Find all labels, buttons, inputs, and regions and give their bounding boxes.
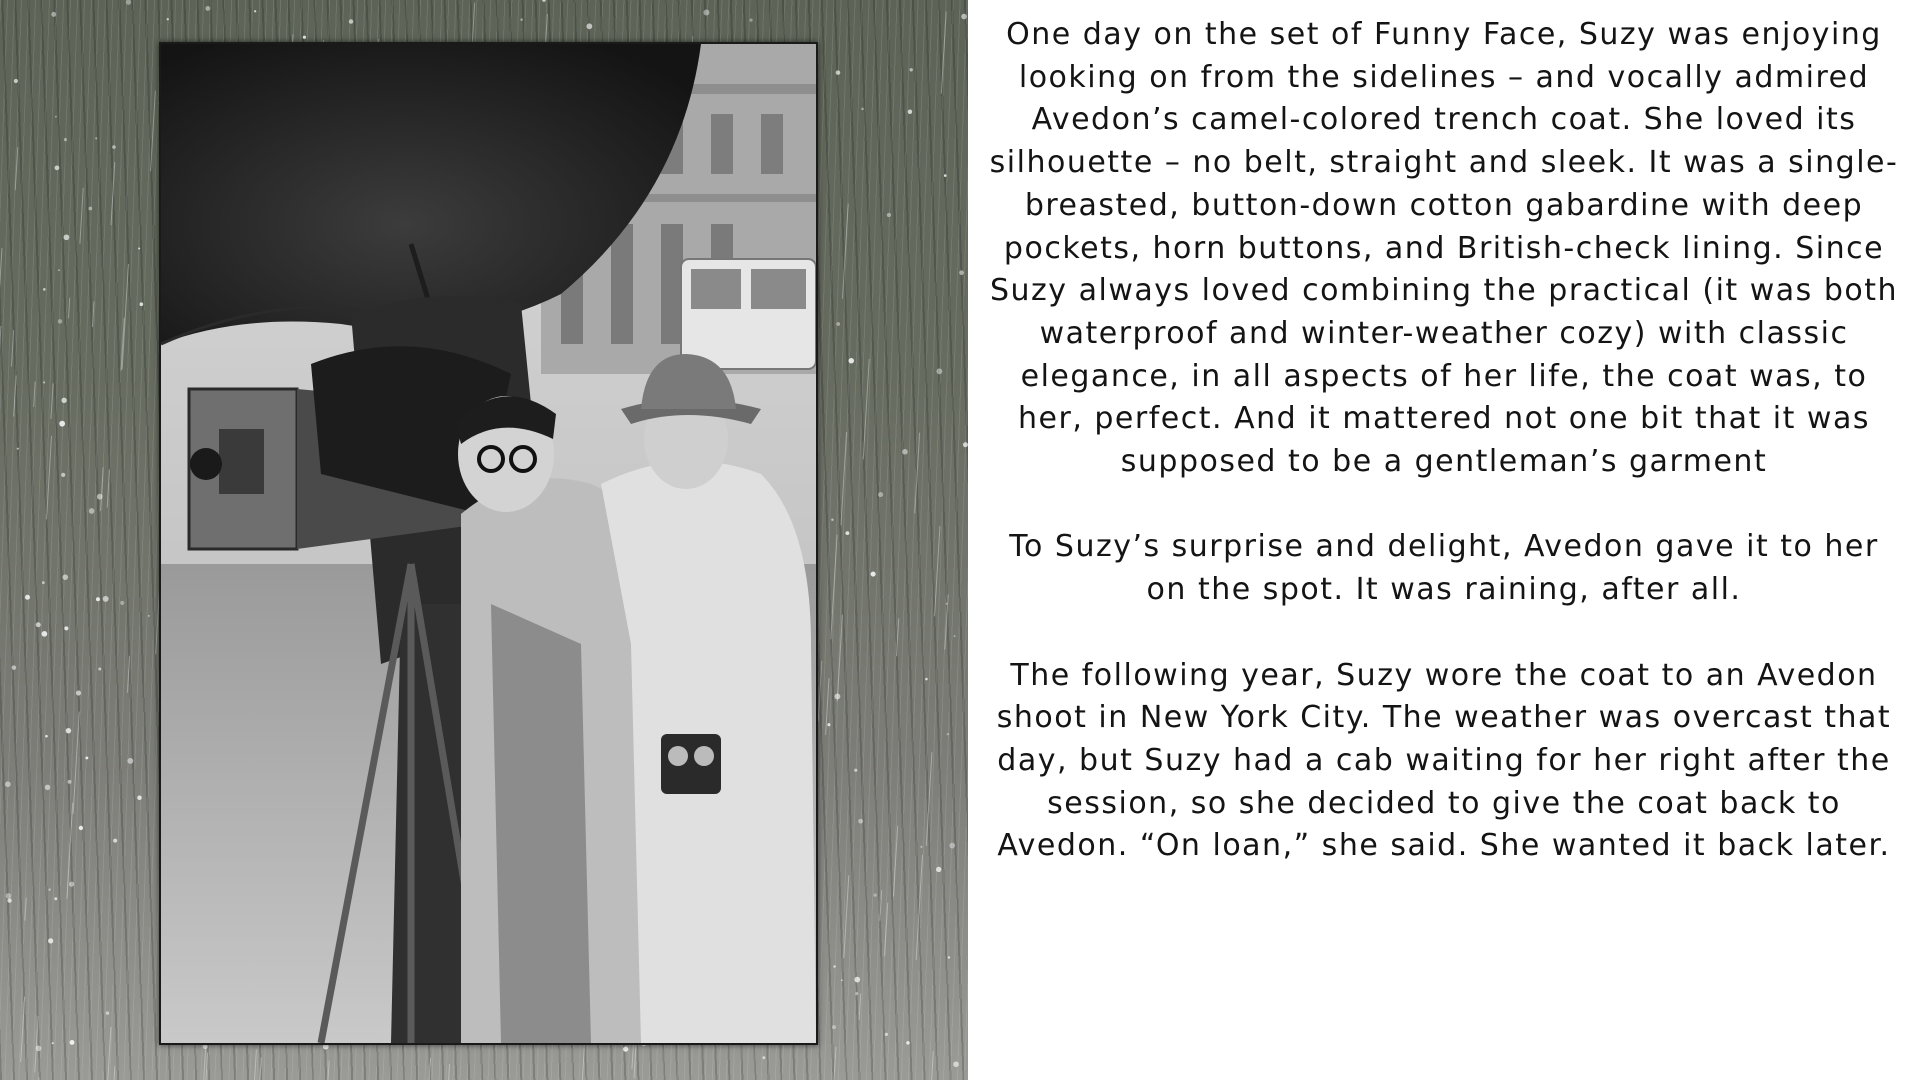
rain-drop (7, 898, 11, 902)
rain-streak (941, 11, 946, 93)
rain-drop (98, 667, 101, 670)
rain-drop (55, 165, 60, 170)
rain-streak (880, 890, 882, 921)
rain-streak (206, 1052, 208, 1080)
rain-streak (0, 248, 2, 307)
rain-drop (908, 110, 912, 114)
rain-streak (21, 997, 25, 1062)
photograph (159, 42, 818, 1045)
rain-streak (35, 1016, 38, 1073)
rain-streak (73, 712, 79, 814)
rain-drop (855, 992, 858, 995)
rain-drop (76, 691, 81, 696)
rain-streak (34, 382, 36, 407)
rain-streak (107, 1027, 111, 1080)
rain-streak (80, 188, 83, 244)
rain-drop (126, 0, 131, 5)
rain-drop (55, 116, 57, 118)
rain-streak (151, 91, 156, 172)
rain-streak (51, 383, 53, 419)
rain-drop (947, 733, 949, 735)
rain-drop (106, 1011, 110, 1015)
rain-drop (948, 956, 950, 958)
rain-streak (893, 826, 897, 897)
rain-streak (833, 1047, 836, 1080)
rain-drop (623, 1046, 628, 1051)
rain-drop (14, 79, 18, 83)
rain-drop (48, 888, 50, 890)
rain-drop (36, 622, 41, 627)
rain-drop (45, 785, 50, 790)
rain-drop (920, 846, 922, 848)
rain-drop (858, 819, 863, 824)
rain-streak (114, 1066, 115, 1080)
rain-streak (111, 162, 115, 225)
rain-streak (885, 903, 888, 956)
rain-drop (64, 234, 70, 240)
rain-streak (826, 678, 829, 735)
rain-streak (837, 615, 842, 702)
rain-streak (843, 204, 849, 299)
rain-streak (926, 752, 932, 846)
rain-drop (70, 1040, 75, 1045)
rain-streak (250, 1049, 256, 1080)
rain-streak (15, 147, 18, 190)
rain-drop (836, 322, 840, 326)
rain-drop (43, 381, 45, 383)
rain-drop (959, 270, 964, 275)
rain-drop (43, 288, 46, 291)
rain-drop (167, 18, 169, 20)
rain-drop (17, 448, 19, 450)
rain-drop (61, 473, 65, 477)
rain-drop (254, 10, 256, 12)
rain-drop (946, 603, 948, 605)
rain-streak (915, 433, 920, 514)
rain-streak (632, 1042, 634, 1069)
rain-drop (148, 615, 150, 617)
rain-drop (949, 843, 955, 849)
rain-drop (96, 597, 100, 601)
rain-streak (47, 436, 52, 520)
rain-drop (833, 965, 835, 967)
rain-streak (945, 594, 948, 649)
rain-drop (953, 1061, 959, 1067)
photograph-image (161, 44, 816, 1043)
rain-drop (848, 358, 853, 363)
rain-drop (95, 137, 97, 139)
rain-drop (12, 665, 17, 670)
rain-drop (64, 626, 68, 630)
story-paragraph-3: The following year, Suzy wore the coat to an Avedon shoot in New York City. The weather was overcast that day, but Suzy had a cab waiting for her right after the session, so she decided to give the coat back to Avedon. “On loan,” she said. She wanted it back later. (996, 657, 1892, 864)
rain-drop (62, 574, 68, 580)
rain-drop (58, 319, 63, 324)
rain-streak (634, 1041, 636, 1079)
rain-streak (935, 526, 940, 616)
rain-streak (831, 535, 837, 640)
rain-drop (834, 693, 840, 699)
rain-drop (69, 882, 74, 887)
rain-drop (61, 398, 66, 403)
rain-streak (859, 993, 861, 1019)
rain-drop (48, 938, 53, 943)
rain-drop (42, 581, 45, 584)
rain-streak (841, 432, 847, 525)
rain-drop (68, 780, 72, 784)
rain-drop (25, 595, 30, 600)
rain-drop (85, 756, 88, 759)
rain-streak (916, 855, 922, 960)
rain-drop (5, 781, 11, 787)
rain-drop (6, 893, 12, 899)
rain-streak (11, 330, 13, 366)
rain-drop (854, 769, 857, 772)
rain-drop (836, 70, 841, 75)
rain-drop (861, 108, 864, 111)
rain-drop (349, 19, 353, 23)
rain-drop (89, 207, 93, 211)
rain-drop (66, 728, 71, 733)
rain-drop (138, 247, 140, 249)
rain-streak (328, 1060, 330, 1080)
rain-streak (931, 1051, 933, 1080)
story-text (984, 14, 1904, 911)
rain-drop (205, 6, 210, 11)
rain-drop (845, 531, 849, 535)
rain-drop (113, 839, 117, 843)
rain-drop (963, 442, 968, 447)
rain-streak (0, 326, 1, 373)
rain-drop (542, 0, 546, 2)
rain-drop (64, 138, 67, 141)
rain-drop (140, 302, 144, 306)
rain-drop (832, 1025, 836, 1029)
rain-drop (961, 14, 967, 20)
rain-drop (703, 10, 709, 16)
rain-drop (944, 174, 947, 177)
rain-drop (112, 145, 116, 149)
rain-drop (827, 723, 830, 726)
rain-streak (101, 467, 104, 510)
rain-drop (762, 1056, 765, 1059)
rain-drop (51, 12, 56, 17)
rain-drop (59, 421, 65, 427)
story-paragraph-2: To Suzy’s surprise and delight, Avedon gave it to her on the spot. It was raining, after all. (1009, 529, 1879, 608)
rain-drop (42, 631, 48, 637)
rain-streak (122, 264, 128, 369)
rain-drop (120, 601, 124, 605)
rain-drop (58, 269, 60, 271)
rain-drop (925, 678, 928, 681)
rain-streak (258, 1057, 262, 1080)
rain-streak (14, 375, 16, 416)
rain-drop (954, 635, 956, 637)
rain-drop (902, 449, 908, 455)
rain-streak (25, 898, 26, 921)
rain-streak (896, 618, 898, 656)
rain-streak (69, 298, 70, 319)
rain-drop (520, 18, 523, 21)
rain-streak (844, 875, 849, 958)
rain-drop (936, 867, 941, 872)
rain-streak (127, 656, 129, 692)
rain-drop (937, 368, 943, 374)
rain-drop (749, 18, 752, 21)
rain-drop (52, 1042, 54, 1044)
rain-drop (906, 1041, 909, 1044)
rain-drop (871, 571, 876, 576)
rain-drop (97, 494, 103, 500)
rain-streak (863, 359, 869, 460)
rain-drop (127, 758, 133, 764)
rain-streak (107, 470, 109, 508)
rain-drop (137, 796, 142, 801)
rain-drop (103, 596, 109, 602)
rain-drop (841, 979, 843, 981)
rain-drop (887, 213, 891, 217)
rain-drop (909, 68, 912, 71)
rain-drop (303, 36, 306, 39)
rain-drop (878, 492, 883, 497)
rain-drop (831, 519, 833, 521)
rain-streak (447, 1064, 450, 1080)
rain-drop (873, 894, 876, 897)
story-paragraph-1: One day on the set of Funny Face, Suzy was enjoying looking on from the sidelines – and vocally admired Avedon’s camel-colored trench coat. She loved its silhouette – no belt, straight and sleek. It was a single-breasted, button-down cotton gabardine with deep pockets, horn buttons, and British-check lining. Since Suzy always loved combining the practical (it was both waterproof and winter-weather cozy) with classic elegance, in all aspects of her life, the coat was, to her, perfect. And it mattered not one bit that it was supposed to be a gentleman’s garment (989, 17, 1899, 480)
rain-drop (586, 23, 592, 29)
rain-drop (79, 826, 83, 830)
rain-streak (818, 661, 822, 721)
bus (681, 259, 816, 369)
rain-drop (89, 508, 95, 514)
rain-streak (92, 301, 94, 327)
rain-streak (427, 1058, 431, 1080)
rain-drop (885, 1033, 888, 1036)
rain-drop (54, 897, 57, 900)
rain-drop (854, 977, 860, 983)
rain-drop (36, 1046, 42, 1052)
rain-drop (45, 735, 48, 738)
